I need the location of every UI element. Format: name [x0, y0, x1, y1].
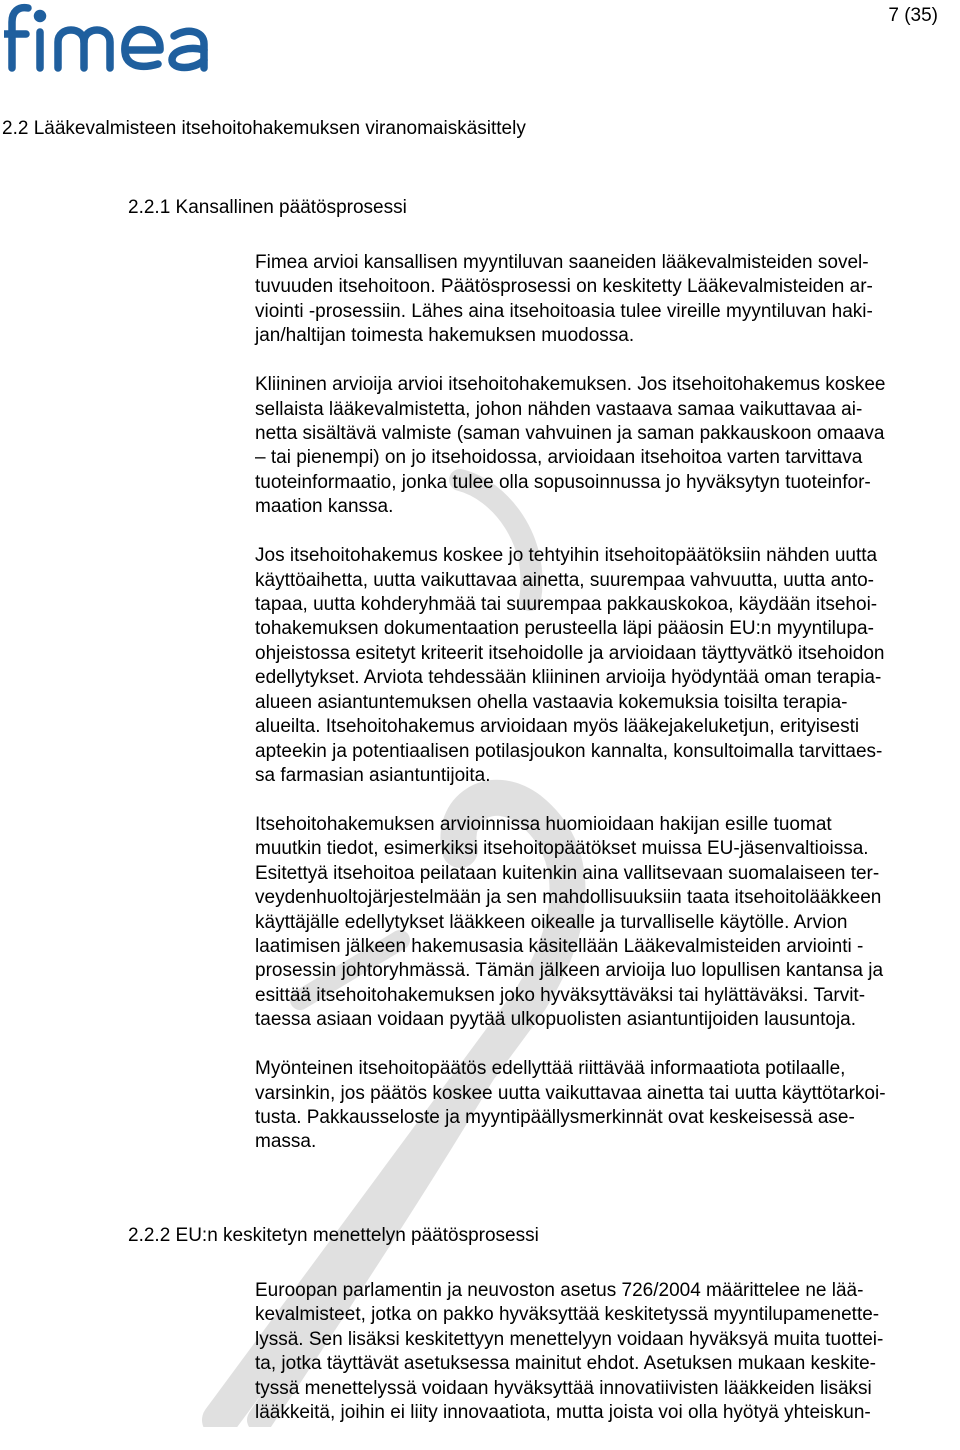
paragraph: Itsehoitohakemuksen arvioinnissa huomioidaan hakijan esille tuomat muutkin tiedot, esimerkiksi itsehoitopäätökset muissa EU-jäsenvaltioissa. Esitettyä itsehoitoa peilataan kuitenkin aina vallitsevaan suomalaiseen ter- veydenhuoltojärjestelmään ja sen mahdollisuuksiin taata itsehoitolääkkeen käyttäjälle edellytykset lääkkeen oikealle ja turvalliselle käytölle. Arvion laatimisen jälkeen hakemusasia käsitellään Lääkevalmisteiden arviointi - prosessin johtoryhmässä. Tämän jälkeen arvioija luo lopullisen kantansa ja esittää itsehoitohakemuksen joko hyväksyttäväksi tai hylättäväksi. Tarvit- taessa asiaan voidaan pyytää ulkopuolisten asiantuntijoiden lausuntoja.	[255, 813, 884, 1031]
paragraph: Myönteinen itsehoitopäätös edellyttää riittävää informaatiota potilaalle, varsinkin, jos päätös koskee uutta vaikuttavaa ainetta tai uutta käyttötarkoi- tusta. Pakkausseloste ja myyntipäällysmerkinnät ovat keskeisessä ase- massa.	[255, 1058, 886, 1153]
paragraph: Kliininen arvioija arvioi itsehoitohakemuksen. Jos itsehoitohakemus koskee sellaista lääkevalmistetta, johon nähden vastaava samaa vaikuttavaa ai- netta sisältävä valmiste (saman vahvuinen ja saman pakkauskoon omaava – tai pienempi) on jo itsehoidossa, arvioidaan itsehoitoa varten tarvittava tuoteinformaatio, jonka tulee olla sopusoinnussa jo hyväksytyn tuoteinfor- maation kanssa.	[255, 374, 886, 518]
subsection-heading-2-2-2: 2.2.2 EU:n keskitetyn menettelyn päätösprosessi	[128, 1225, 539, 1246]
subsection-heading-2-2-1: 2.2.1 Kansallinen päätösprosessi	[128, 197, 407, 218]
paragraph: Jos itsehoitohakemus koskee jo tehtyihin itsehoitopäätöksiin nähden uutta käyttöaihetta, uutta vaikuttavaa ainetta, suurempaa vahvuutta, uutta anto- tapaa, uutta kohderyhmää tai suurempaa pakkauskokoa, käydään itsehoi- tohakemuksen dokumentaation perusteella läpi pääosin EU:n myyntilupa- ohjeistossa esitetyt kriteerit itsehoidolle ja arvioidaan täyttyvätkö itsehoidon edellytykset. Arviota tehdessään kliininen arvioija hyödyntää oman terapia- alueen asiantuntemuksen ohella vastaavia kokemuksia toisilta terapia- alueilta. Itsehoitohakemus arvioidaan myös lääkejakeluketjun, erityisesti apteekin ja potentiaalisen potilasjoukon kannalta, konsultoimalla tarvittaes- sa farmasian asiantuntijoita.	[255, 545, 885, 786]
page-number: 7 (35)	[888, 5, 938, 26]
fimea-logo	[4, 2, 210, 72]
paragraph: Fimea arvioi kansallisen myyntiluvan saaneiden lääkevalmisteiden sovel- tuvuuden itsehoitoon. Päätösprosessi on keskitetty Lääkevalmisteiden ar- viointi -prosessiin. Lähes aina itsehoitoasia tulee vireille myyntiluvan haki- jan/haltijan toimesta hakemuksen muodossa.	[255, 252, 873, 347]
subsection-body-2-2-2	[255, 1279, 960, 1450]
paragraph: Euroopan parlamentin ja neuvoston asetus 726/2004 määrittelee ne lää- kevalmisteet, jotka on pakko hyväksyttää keskitetyssä myyntilupamenette- lyssä. Sen lisäksi keskitettyyn menettelyyn voidaan hyväksyä muita tuottei- ta, jotka täyttävät asetuksessa mainitut ehdot. Asetuksen mukaan keskite- tyssä menettelyssä voidaan hyväksyttää innovatiivisten lääkkeiden lisäksi lääkkeitä, joihin ei liity innovaatiota, mutta joista voi olla hyötyä yhteiskun-	[255, 1280, 884, 1424]
section-heading: 2.2 Lääkevalmisteen itsehoitohakemuksen viranomaiskäsittely	[2, 118, 526, 139]
subsection-body-2-2-1	[255, 251, 960, 1179]
